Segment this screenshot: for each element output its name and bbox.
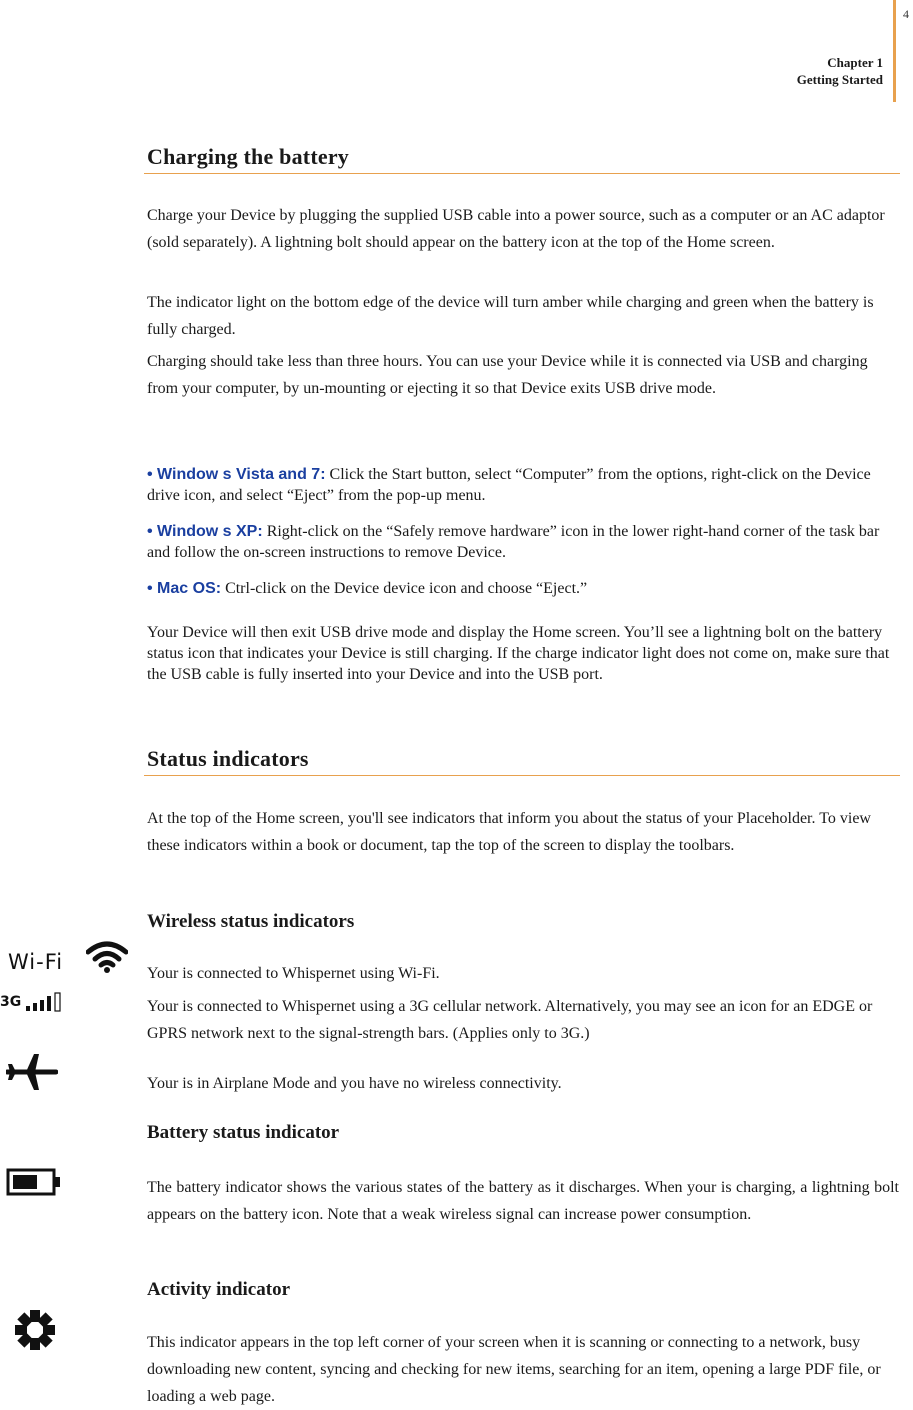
chapter-title: Getting Started — [796, 72, 883, 87]
chapter-number: Chapter 1 — [827, 55, 883, 70]
bullet-text: Click the Start button, select “Computer” from the options, right-click on the Device drive icon, and select “Eject” from the pop-up menu. — [147, 466, 871, 504]
section-rule — [144, 173, 900, 174]
bullet-label: • Mac OS: — [147, 580, 222, 597]
bullet-label: • Window s Vista and 7: — [147, 466, 326, 483]
cellular-description: Your is connected to Whispernet using a 3G cellular network. Alternatively, you may see an icon for an EDGE or GPRS network next to the signal-strength bars. (Applies only to 3G.) — [147, 998, 873, 1042]
cellular-signal-bars-icon — [26, 992, 64, 1012]
cellular-3g-text-icon: 3G — [0, 994, 22, 1010]
bullet-text: Right-click on the “Safely remove hardware” icon in the lower right-hand corner of the task bar and follow the on-screen instructions to remove Device. — [147, 523, 880, 561]
charging-paragraph-3: Charging should take less than three hours. You can use your Device while it is connected via USB and charging from your computer, by un-mounting or ejecting it so that Device exits USB drive mode. — [147, 353, 868, 397]
charging-paragraph-2: The indicator light on the bottom edge of the device will turn amber while charging and green when the battery is fully charged. — [147, 294, 874, 338]
section-rule — [144, 775, 900, 776]
bullet-windows-vista — [147, 464, 899, 506]
page-number: 4 — [903, 7, 909, 21]
charging-paragraph-1: Charge your Device by plugging the supplied USB cable into a power source, such as a computer or an AC adaptor (sold separately). A lightning bolt should appear on the battery icon at the top of the Home screen. — [147, 207, 885, 251]
bullet-text: Ctrl-click on the Device device icon and choose “Eject.” — [221, 580, 588, 597]
bullet-label: • Window s XP: — [147, 523, 263, 540]
section-title-charging: Charging the battery — [147, 144, 349, 169]
header-accent-rule — [893, 0, 896, 102]
subsection-title-wireless: Wireless status indicators — [147, 911, 355, 932]
activity-description: This indicator appears in the top left corner of your screen when it is scanning or connecting to a network, busy downloading new content, syncing and checking for new items, searching for an item, opening a large PDF file, or loading a web page. — [147, 1334, 881, 1405]
status-intro: At the top of the Home screen, you'll see indicators that inform you about the status of your Placeholder. To view these indicators within a book or document, tap the top of the screen to display the toolbars. — [147, 810, 871, 854]
charging-paragraph-4: Your Device will then exit USB drive mode and display the Home screen. You’ll see a lightning bolt on the battery status icon that indicates your Device is still charging. If the charge indicator light does not come on, make sure that the USB cable is fully inserted into your Device and into the USB port. — [147, 624, 890, 683]
wifi-signal-icon — [86, 940, 128, 974]
subsection-title-activity: Activity indicator — [147, 1279, 291, 1300]
battery-icon — [6, 1168, 62, 1196]
section-title-status: Status indicators — [147, 746, 309, 771]
airplane-icon — [6, 1052, 58, 1092]
battery-description: The battery indicator shows the various states of the battery as it discharges. When your is charging, a lightning bolt appears on the battery icon. Note that a weak wireless signal can increase power consumption. — [147, 1179, 899, 1223]
wifi-description: Your is connected to Whispernet using Wi-Fi. — [147, 965, 440, 982]
subsection-title-battery: Battery status indicator — [147, 1122, 340, 1143]
bullet-mac-os — [147, 578, 899, 599]
wifi-text-icon: Wi-Fi — [8, 950, 64, 974]
bullet-windows-xp — [147, 521, 899, 563]
airplane-description: Your is in Airplane Mode and you have no wireless connectivity. — [147, 1075, 562, 1092]
activity-spinner-icon — [12, 1308, 58, 1352]
chapter-header — [797, 54, 883, 88]
